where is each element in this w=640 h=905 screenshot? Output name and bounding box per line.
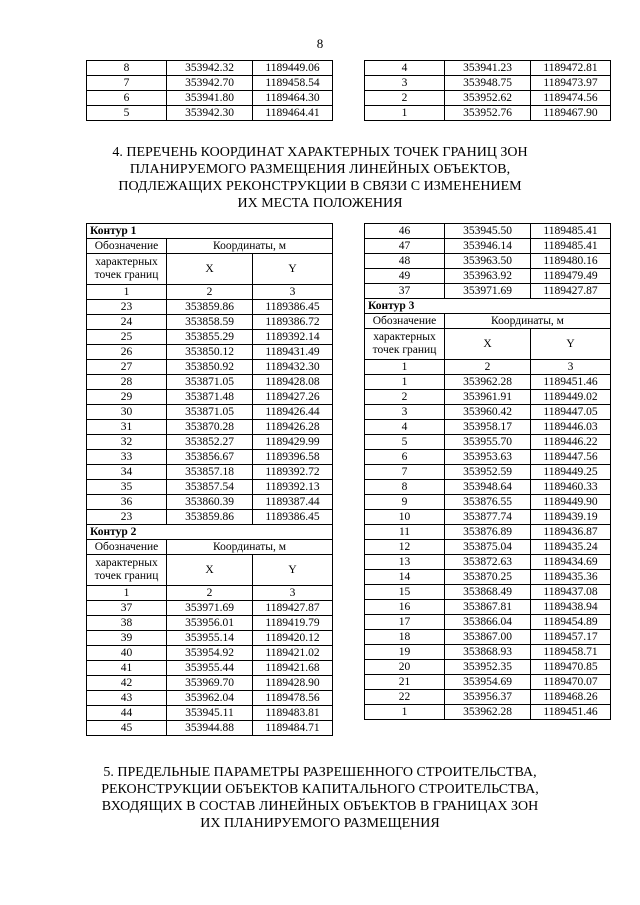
point-number: 7 bbox=[365, 465, 445, 480]
y-coordinate: 1189485.41 bbox=[531, 224, 611, 239]
designation-header: характерных точек границ bbox=[365, 329, 445, 360]
table-row bbox=[87, 495, 333, 510]
y-coordinate: 1189484.71 bbox=[253, 721, 333, 736]
x-coordinate: 353945.50 bbox=[445, 224, 531, 239]
table-row bbox=[87, 480, 333, 495]
point-number: 37 bbox=[365, 284, 445, 299]
table-row bbox=[87, 706, 333, 721]
table-row bbox=[87, 315, 333, 330]
x-coordinate: 353948.64 bbox=[445, 480, 531, 495]
y-coordinate: 1189431.49 bbox=[253, 345, 333, 360]
point-number: 23 bbox=[87, 300, 167, 315]
point-number: 42 bbox=[87, 676, 167, 691]
x-coordinate: 353858.59 bbox=[167, 315, 253, 330]
point-number: 48 bbox=[365, 254, 445, 269]
x-coordinate: 353963.92 bbox=[445, 269, 531, 284]
table-row bbox=[87, 616, 333, 631]
table-row bbox=[365, 495, 611, 510]
table-row bbox=[87, 300, 333, 315]
y-coordinate: 1189454.89 bbox=[531, 615, 611, 630]
point-number: 17 bbox=[365, 615, 445, 630]
x-coordinate: 353866.04 bbox=[445, 615, 531, 630]
y-coordinate: 1189467.90 bbox=[531, 106, 611, 121]
y-coordinate: 1189420.12 bbox=[253, 631, 333, 646]
x-coordinate: 353955.44 bbox=[167, 661, 253, 676]
point-number: 43 bbox=[87, 691, 167, 706]
point-number: 6 bbox=[365, 450, 445, 465]
point-number: 37 bbox=[87, 601, 167, 616]
contour-1-2-table bbox=[86, 223, 333, 736]
table-row bbox=[365, 645, 611, 660]
column-number: 2 bbox=[445, 360, 531, 375]
x-coordinate: 353868.49 bbox=[445, 585, 531, 600]
x-coordinate: 353962.28 bbox=[445, 375, 531, 390]
point-number: 32 bbox=[87, 435, 167, 450]
table-row bbox=[365, 570, 611, 585]
x-coordinate: 353871.48 bbox=[167, 390, 253, 405]
table-row bbox=[365, 375, 611, 390]
y-coordinate: 1189426.28 bbox=[253, 420, 333, 435]
x-coordinate: 353952.62 bbox=[445, 91, 531, 106]
y-coordinate: 1189421.68 bbox=[253, 661, 333, 676]
x-coordinate: 353963.50 bbox=[445, 254, 531, 269]
y-coordinate: 1189439.19 bbox=[531, 510, 611, 525]
contour-title: Контур 2 bbox=[87, 525, 333, 540]
table-row bbox=[87, 676, 333, 691]
table-row bbox=[365, 480, 611, 495]
y-coordinate: 1189436.87 bbox=[531, 525, 611, 540]
y-coordinate: 1189386.45 bbox=[253, 510, 333, 525]
point-number: 9 bbox=[365, 495, 445, 510]
point-number: 7 bbox=[87, 76, 167, 91]
section-4-heading: 4. ПЕРЕЧЕНЬ КООРДИНАТ ХАРАКТЕРНЫХ ТОЧЕК ГРАНИЦ ЗОН ПЛАНИРУЕМОГО РАЗМЕЩЕНИЯ ЛИНЕЙНЫХ ОБЪЕКТОВ, ПОДЛЕЖАЩИХ РЕКОНСТРУКЦИИ В СВЯЗИ С ИЗМЕНЕНИЕМ ИХ МЕСТА ПОЛОЖЕНИЯ bbox=[112, 145, 528, 211]
x-coordinate: 353955.70 bbox=[445, 435, 531, 450]
point-number: 5 bbox=[87, 106, 167, 121]
y-coordinate: 1189464.30 bbox=[253, 91, 333, 106]
x-header: X bbox=[167, 254, 253, 285]
table-row bbox=[365, 660, 611, 675]
table-row bbox=[365, 390, 611, 405]
table-row bbox=[87, 691, 333, 706]
designation-header: характерных точек границ bbox=[87, 254, 167, 285]
point-number: 3 bbox=[365, 405, 445, 420]
point-number: 4 bbox=[365, 61, 445, 76]
x-coordinate: 353960.42 bbox=[445, 405, 531, 420]
x-coordinate: 353870.28 bbox=[167, 420, 253, 435]
x-coordinate: 353856.67 bbox=[167, 450, 253, 465]
x-coordinate: 353859.86 bbox=[167, 510, 253, 525]
table-row bbox=[87, 61, 333, 76]
table-row bbox=[87, 405, 333, 420]
table-row bbox=[87, 721, 333, 736]
point-number: 15 bbox=[365, 585, 445, 600]
point-number: 11 bbox=[365, 525, 445, 540]
y-coordinate: 1189427.87 bbox=[531, 284, 611, 299]
table-row bbox=[87, 390, 333, 405]
column-number: 1 bbox=[87, 285, 167, 300]
point-number: 8 bbox=[87, 61, 167, 76]
point-number: 3 bbox=[365, 76, 445, 91]
column-number: 3 bbox=[253, 586, 333, 601]
table-row bbox=[365, 405, 611, 420]
point-number: 27 bbox=[87, 360, 167, 375]
point-number: 2 bbox=[365, 390, 445, 405]
table-row bbox=[365, 585, 611, 600]
y-coordinate: 1189458.54 bbox=[253, 76, 333, 91]
y-coordinate: 1189446.22 bbox=[531, 435, 611, 450]
x-coordinate: 353868.93 bbox=[445, 645, 531, 660]
y-coordinate: 1189449.02 bbox=[531, 390, 611, 405]
table-row bbox=[365, 705, 611, 720]
y-coordinate: 1189438.94 bbox=[531, 600, 611, 615]
point-number: 31 bbox=[87, 420, 167, 435]
point-number: 12 bbox=[365, 540, 445, 555]
y-coordinate: 1189428.90 bbox=[253, 676, 333, 691]
page-number: 8 bbox=[316, 36, 324, 51]
table-row bbox=[87, 435, 333, 450]
point-number: 4 bbox=[365, 420, 445, 435]
table-row bbox=[87, 450, 333, 465]
y-coordinate: 1189451.46 bbox=[531, 705, 611, 720]
y-coordinate: 1189479.49 bbox=[531, 269, 611, 284]
x-coordinate: 353944.88 bbox=[167, 721, 253, 736]
y-coordinate: 1189470.85 bbox=[531, 660, 611, 675]
x-coordinate: 353942.32 bbox=[167, 61, 253, 76]
designation-header: Обозначение bbox=[87, 540, 167, 555]
x-coordinate: 353969.70 bbox=[167, 676, 253, 691]
y-coordinate: 1189451.46 bbox=[531, 375, 611, 390]
point-number: 33 bbox=[87, 450, 167, 465]
point-number: 36 bbox=[87, 495, 167, 510]
x-coordinate: 353941.80 bbox=[167, 91, 253, 106]
y-coordinate: 1189427.87 bbox=[253, 601, 333, 616]
point-number: 29 bbox=[87, 390, 167, 405]
y-coordinate: 1189446.03 bbox=[531, 420, 611, 435]
point-number: 24 bbox=[87, 315, 167, 330]
table-row bbox=[87, 510, 333, 525]
y-coordinate: 1189470.07 bbox=[531, 675, 611, 690]
point-number: 41 bbox=[87, 661, 167, 676]
x-coordinate: 353850.92 bbox=[167, 360, 253, 375]
point-number: 16 bbox=[365, 600, 445, 615]
y-coordinate: 1189447.56 bbox=[531, 450, 611, 465]
designation-header: Обозначение bbox=[87, 239, 167, 254]
x-header: X bbox=[445, 329, 531, 360]
table-row bbox=[365, 284, 611, 299]
y-coordinate: 1189474.56 bbox=[531, 91, 611, 106]
point-number: 30 bbox=[87, 405, 167, 420]
x-coordinate: 353952.76 bbox=[445, 106, 531, 121]
y-coordinate: 1189435.36 bbox=[531, 570, 611, 585]
table-row bbox=[87, 91, 333, 106]
y-coordinate: 1189386.72 bbox=[253, 315, 333, 330]
table-row bbox=[87, 420, 333, 435]
y-header: Y bbox=[531, 329, 611, 360]
x-coordinate: 353871.05 bbox=[167, 405, 253, 420]
x-coordinate: 353877.74 bbox=[445, 510, 531, 525]
table-row bbox=[365, 630, 611, 645]
x-coordinate: 353871.05 bbox=[167, 375, 253, 390]
y-coordinate: 1189457.17 bbox=[531, 630, 611, 645]
y-coordinate: 1189468.26 bbox=[531, 690, 611, 705]
x-coordinate: 353855.29 bbox=[167, 330, 253, 345]
x-coordinate: 353962.28 bbox=[445, 705, 531, 720]
table-row bbox=[365, 525, 611, 540]
y-coordinate: 1189392.14 bbox=[253, 330, 333, 345]
y-coordinate: 1189426.44 bbox=[253, 405, 333, 420]
x-coordinate: 353875.04 bbox=[445, 540, 531, 555]
y-coordinate: 1189392.72 bbox=[253, 465, 333, 480]
y-header: Y bbox=[253, 254, 333, 285]
point-number: 10 bbox=[365, 510, 445, 525]
y-coordinate: 1189437.08 bbox=[531, 585, 611, 600]
point-number: 34 bbox=[87, 465, 167, 480]
table-row bbox=[365, 510, 611, 525]
point-number: 47 bbox=[365, 239, 445, 254]
point-number: 21 bbox=[365, 675, 445, 690]
x-coordinate: 353952.59 bbox=[445, 465, 531, 480]
point-number: 40 bbox=[87, 646, 167, 661]
coordinates-header: Координаты, м bbox=[167, 540, 333, 555]
table-row bbox=[87, 76, 333, 91]
table-row bbox=[87, 375, 333, 390]
point-number: 46 bbox=[365, 224, 445, 239]
x-coordinate: 353954.92 bbox=[167, 646, 253, 661]
contour-1-title-row bbox=[87, 224, 333, 239]
y-coordinate: 1189483.81 bbox=[253, 706, 333, 721]
section-5-heading: 5. ПРЕДЕЛЬНЫЕ ПАРАМЕТРЫ РАЗРЕШЕННОГО СТРОИТЕЛЬСТВА, РЕКОНСТРУКЦИИ ОБЪЕКТОВ КАПИТАЛЬНОГО СТРОИТЕЛЬСТВА, ВХОДЯЩИХ В СОСТАВ ЛИНЕЙНЫХ ОБЪЕКТОВ В ГРАНИЦАХ ЗОН ИХ ПЛАНИРУЕМОГО РАЗМЕЩЕНИЯ bbox=[101, 765, 539, 831]
column-number: 3 bbox=[531, 360, 611, 375]
table-row bbox=[365, 224, 611, 239]
y-coordinate: 1189419.79 bbox=[253, 616, 333, 631]
point-number: 19 bbox=[365, 645, 445, 660]
y-coordinate: 1189447.05 bbox=[531, 405, 611, 420]
table-row bbox=[87, 360, 333, 375]
x-coordinate: 353876.55 bbox=[445, 495, 531, 510]
designation-header: Обозначение bbox=[365, 314, 445, 329]
point-number: 8 bbox=[365, 480, 445, 495]
table-row bbox=[87, 330, 333, 345]
table-row bbox=[365, 465, 611, 480]
point-number: 25 bbox=[87, 330, 167, 345]
table-row bbox=[365, 435, 611, 450]
point-number: 5 bbox=[365, 435, 445, 450]
x-coordinate: 353876.89 bbox=[445, 525, 531, 540]
contour-2-3-table bbox=[364, 223, 611, 720]
column-number: 1 bbox=[87, 586, 167, 601]
y-coordinate: 1189435.24 bbox=[531, 540, 611, 555]
y-coordinate: 1189458.71 bbox=[531, 645, 611, 660]
top-left-table bbox=[86, 60, 333, 121]
point-number: 22 bbox=[365, 690, 445, 705]
x-coordinate: 353852.27 bbox=[167, 435, 253, 450]
x-coordinate: 353971.69 bbox=[445, 284, 531, 299]
y-coordinate: 1189480.16 bbox=[531, 254, 611, 269]
point-number: 49 bbox=[365, 269, 445, 284]
point-number: 1 bbox=[365, 375, 445, 390]
y-header: Y bbox=[253, 555, 333, 586]
x-coordinate: 353961.91 bbox=[445, 390, 531, 405]
y-coordinate: 1189396.58 bbox=[253, 450, 333, 465]
table-row bbox=[365, 106, 611, 121]
y-coordinate: 1189428.08 bbox=[253, 375, 333, 390]
y-coordinate: 1189392.13 bbox=[253, 480, 333, 495]
y-coordinate: 1189387.44 bbox=[253, 495, 333, 510]
table-row bbox=[87, 601, 333, 616]
x-coordinate: 353971.69 bbox=[167, 601, 253, 616]
designation-header: характерных точек границ bbox=[87, 555, 167, 586]
point-number: 28 bbox=[87, 375, 167, 390]
y-coordinate: 1189434.69 bbox=[531, 555, 611, 570]
column-number: 3 bbox=[253, 285, 333, 300]
x-coordinate: 353941.23 bbox=[445, 61, 531, 76]
contour-2-title-row bbox=[87, 525, 333, 540]
y-coordinate: 1189449.06 bbox=[253, 61, 333, 76]
x-coordinate: 353942.30 bbox=[167, 106, 253, 121]
y-coordinate: 1189449.90 bbox=[531, 495, 611, 510]
point-number: 6 bbox=[87, 91, 167, 106]
point-number: 1 bbox=[365, 705, 445, 720]
table-row bbox=[365, 675, 611, 690]
point-number: 1 bbox=[365, 106, 445, 121]
point-number: 39 bbox=[87, 631, 167, 646]
x-header: X bbox=[167, 555, 253, 586]
point-number: 38 bbox=[87, 616, 167, 631]
top-right-table bbox=[364, 60, 611, 121]
y-coordinate: 1189429.99 bbox=[253, 435, 333, 450]
table-row bbox=[365, 690, 611, 705]
table-row bbox=[365, 91, 611, 106]
y-coordinate: 1189427.26 bbox=[253, 390, 333, 405]
y-coordinate: 1189432.30 bbox=[253, 360, 333, 375]
x-coordinate: 353952.35 bbox=[445, 660, 531, 675]
point-number: 14 bbox=[365, 570, 445, 585]
x-coordinate: 353857.54 bbox=[167, 480, 253, 495]
x-coordinate: 353953.63 bbox=[445, 450, 531, 465]
point-number: 18 bbox=[365, 630, 445, 645]
point-number: 20 bbox=[365, 660, 445, 675]
x-coordinate: 353850.12 bbox=[167, 345, 253, 360]
table-row bbox=[87, 106, 333, 121]
point-number: 26 bbox=[87, 345, 167, 360]
x-coordinate: 353956.37 bbox=[445, 690, 531, 705]
y-coordinate: 1189386.45 bbox=[253, 300, 333, 315]
y-coordinate: 1189478.56 bbox=[253, 691, 333, 706]
x-coordinate: 353948.75 bbox=[445, 76, 531, 91]
y-coordinate: 1189460.33 bbox=[531, 480, 611, 495]
x-coordinate: 353954.69 bbox=[445, 675, 531, 690]
table-row bbox=[365, 76, 611, 91]
x-coordinate: 353942.70 bbox=[167, 76, 253, 91]
x-coordinate: 353955.14 bbox=[167, 631, 253, 646]
x-coordinate: 353860.39 bbox=[167, 495, 253, 510]
x-coordinate: 353870.25 bbox=[445, 570, 531, 585]
table-row bbox=[365, 615, 611, 630]
x-coordinate: 353872.63 bbox=[445, 555, 531, 570]
x-coordinate: 353867.81 bbox=[445, 600, 531, 615]
contour-3-title-row bbox=[365, 299, 611, 314]
y-coordinate: 1189472.81 bbox=[531, 61, 611, 76]
point-number: 13 bbox=[365, 555, 445, 570]
coordinates-header: Координаты, м bbox=[167, 239, 333, 254]
y-coordinate: 1189421.02 bbox=[253, 646, 333, 661]
x-coordinate: 353958.17 bbox=[445, 420, 531, 435]
table-row bbox=[365, 600, 611, 615]
column-number: 1 bbox=[365, 360, 445, 375]
contour-title: Контур 3 bbox=[365, 299, 611, 314]
table-row bbox=[365, 61, 611, 76]
y-coordinate: 1189485.41 bbox=[531, 239, 611, 254]
table-row bbox=[365, 254, 611, 269]
table-row bbox=[365, 540, 611, 555]
x-coordinate: 353867.00 bbox=[445, 630, 531, 645]
point-number: 35 bbox=[87, 480, 167, 495]
y-coordinate: 1189464.41 bbox=[253, 106, 333, 121]
table-row bbox=[87, 465, 333, 480]
y-coordinate: 1189449.25 bbox=[531, 465, 611, 480]
table-row bbox=[87, 646, 333, 661]
table-row bbox=[365, 239, 611, 254]
table-row bbox=[87, 345, 333, 360]
point-number: 23 bbox=[87, 510, 167, 525]
point-number: 45 bbox=[87, 721, 167, 736]
table-row bbox=[365, 420, 611, 435]
column-number: 2 bbox=[167, 586, 253, 601]
y-coordinate: 1189473.97 bbox=[531, 76, 611, 91]
coordinates-header: Координаты, м bbox=[445, 314, 611, 329]
x-coordinate: 353962.04 bbox=[167, 691, 253, 706]
table-row bbox=[87, 661, 333, 676]
x-coordinate: 353946.14 bbox=[445, 239, 531, 254]
table-row bbox=[87, 631, 333, 646]
x-coordinate: 353859.86 bbox=[167, 300, 253, 315]
contour-title: Контур 1 bbox=[87, 224, 333, 239]
x-coordinate: 353956.01 bbox=[167, 616, 253, 631]
x-coordinate: 353945.11 bbox=[167, 706, 253, 721]
x-coordinate: 353857.18 bbox=[167, 465, 253, 480]
table-row bbox=[365, 269, 611, 284]
table-row bbox=[365, 450, 611, 465]
point-number: 2 bbox=[365, 91, 445, 106]
point-number: 44 bbox=[87, 706, 167, 721]
column-number: 2 bbox=[167, 285, 253, 300]
table-row bbox=[365, 555, 611, 570]
